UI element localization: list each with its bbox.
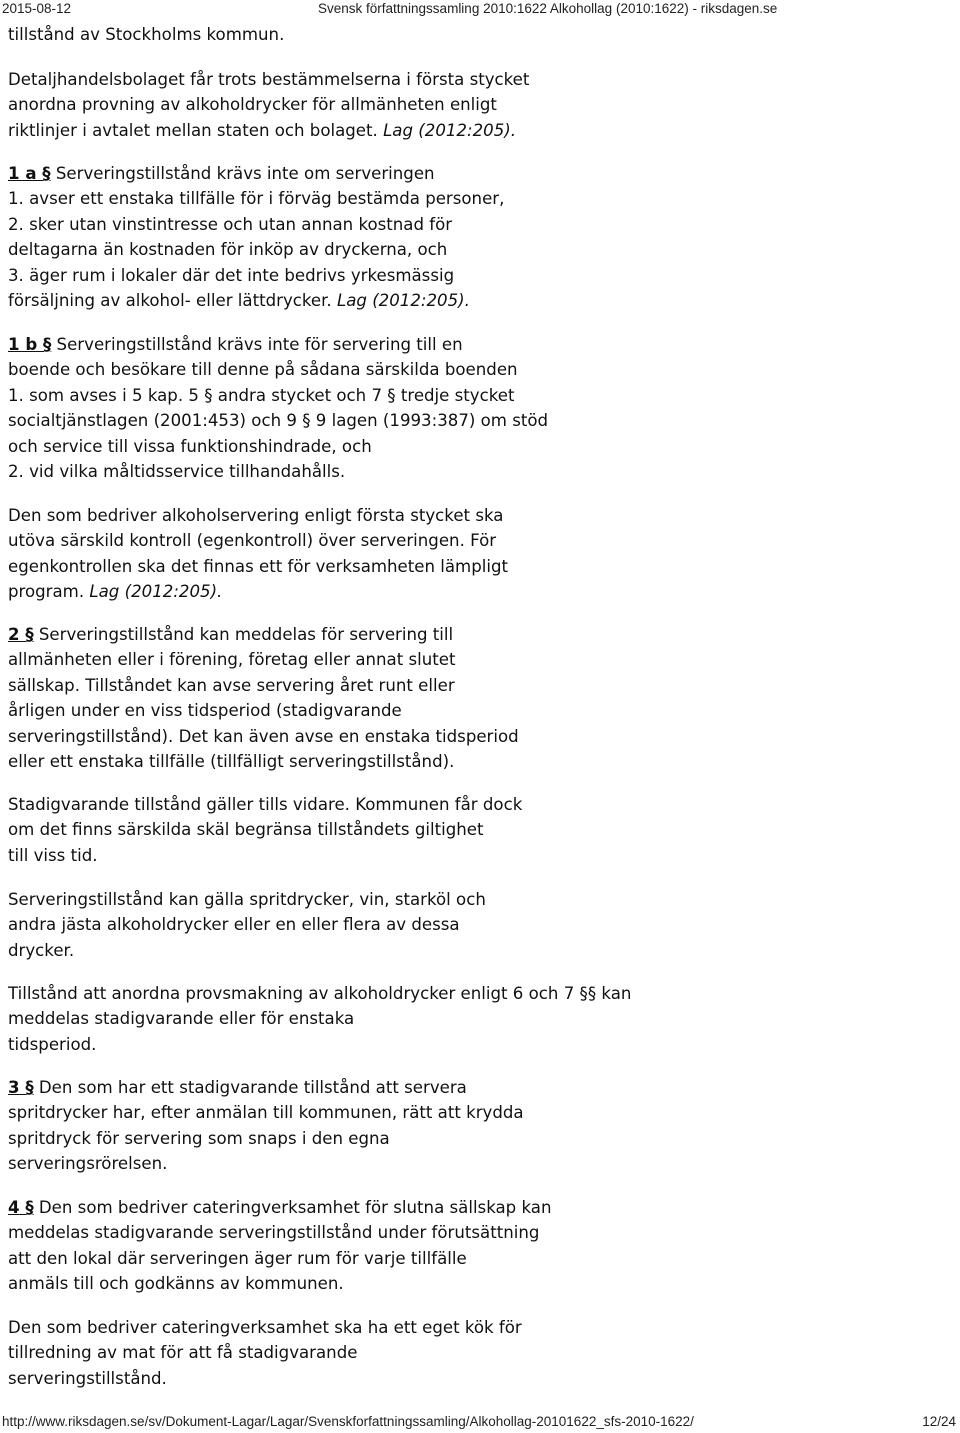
line-text: Den som har ett stadigvarande tillstånd att servera — [33, 1078, 467, 1097]
line-text: Serveringstillstånd kan gälla spritdrycker, vin, starköl och — [8, 890, 486, 909]
line-text: tidsperiod. — [8, 1034, 97, 1054]
line-text: egenkontrollen ska det finnas ett för verksamheten lämpligt — [8, 556, 508, 576]
line-text: 1. som avses i 5 kap. 5 § andra stycket och 7 § tredje stycket — [8, 385, 515, 405]
text-line — [8, 22, 284, 47]
text-line — [8, 1151, 524, 1176]
text-line — [8, 67, 529, 92]
paragraph — [8, 503, 508, 605]
line-text: Den som bedriver cateringverksamhet för slutna sällskap kan — [33, 1198, 552, 1217]
text-line — [8, 408, 548, 433]
text-line — [8, 1246, 552, 1271]
text-line — [8, 212, 504, 237]
text-line — [8, 1340, 522, 1365]
text-line — [8, 724, 519, 749]
amendment-reference: Lag (2012:205). — [89, 582, 223, 602]
text-line — [8, 503, 508, 528]
paragraph — [8, 792, 522, 868]
line-text: om det finns särskilda skäl begränsa tillståndets giltighet — [8, 820, 484, 840]
text-line — [8, 749, 519, 774]
line-text: Serveringstillstånd krävs inte för servering till en — [51, 335, 463, 354]
line-text: Serveringstillstånd kan meddelas för servering till — [33, 625, 454, 644]
text-line — [8, 817, 522, 842]
text-line — [8, 843, 522, 868]
line-text: meddelas stadigvarande serveringstillstånd under förutsättning — [8, 1223, 540, 1243]
text-line — [8, 887, 486, 912]
section-link[interactable]: 1 a § — [8, 164, 51, 183]
line-text: deltagarna än kostnaden för inköp av dryckerna, och — [8, 240, 448, 260]
section-link[interactable]: 3 § — [8, 1078, 34, 1097]
line-text: Stadigvarande tillstånd gäller tills vidare. Kommunen får dock — [8, 795, 523, 814]
text-line — [8, 647, 519, 672]
source-url: http://www.riksdagen.se/sv/Dokument-Lagar/Lagar/Svenskforfattningssamling/Alkohollag-20101622_sfs-2010-1622/ — [2, 1414, 694, 1429]
amendment-reference: Lag (2012:205). — [336, 291, 470, 311]
line-text: Den som bedriver alkoholservering enligt första stycket ska — [8, 506, 504, 525]
text-line — [8, 263, 504, 288]
line-text: att den lokal där serveringen äger rum för varje tillfälle — [8, 1248, 467, 1268]
text-line — [8, 1220, 552, 1245]
text-line — [8, 698, 519, 723]
text-line — [8, 1032, 631, 1057]
text-line — [8, 673, 519, 698]
text-line — [8, 1100, 524, 1125]
text-line — [8, 288, 504, 313]
text-line — [8, 118, 529, 143]
line-text: sällskap. Tillståndet kan avse servering året runt eller — [8, 675, 455, 695]
paragraph — [8, 67, 529, 143]
line-text: Serveringstillstånd krävs inte om serveringen — [50, 164, 435, 183]
line-text: drycker. — [8, 940, 75, 960]
line-text: meddelas stadigvarande eller för enstaka — [8, 1009, 355, 1029]
text-line — [8, 383, 548, 408]
section-link[interactable]: 2 § — [8, 625, 34, 644]
paragraph — [8, 1315, 522, 1391]
line-text: utöva särskild kontroll (egenkontroll) över serveringen. För — [8, 531, 497, 551]
line-text: 1. avser ett enstaka tillfälle för i förväg bestämda personer, — [8, 189, 505, 209]
text-line — [8, 1195, 552, 1220]
text-line — [8, 579, 508, 604]
line-text: boende och besökare till denne på sådana särskilda boenden — [8, 360, 518, 380]
line-text: årligen under en viss tidsperiod (stadigvarande — [8, 701, 402, 721]
text-line — [8, 92, 529, 117]
line-text: anmäls till och godkänns av kommunen. — [8, 1274, 344, 1294]
text-line — [8, 434, 548, 459]
text-line — [8, 528, 508, 553]
line-text: spritdryck för servering som snaps i den egna — [8, 1128, 390, 1148]
law-section — [8, 332, 548, 484]
text-line — [8, 1271, 552, 1296]
line-text: spritdrycker har, efter anmälan till kommunen, rätt att krydda — [8, 1103, 524, 1123]
line-text: 2. sker utan vinstintresse och utan annan kostnad för — [8, 214, 453, 234]
line-text: riktlinjer i avtalet mellan staten och bolaget. — [8, 120, 384, 140]
text-line — [8, 332, 548, 357]
line-text: 3. äger rum i lokaler där det inte bedrivs yrkesmässig — [8, 265, 455, 285]
text-line — [8, 459, 548, 484]
page-footer — [0, 1413, 960, 1431]
line-text: försäljning av alkohol- eller lättdrycker. — [8, 291, 337, 311]
text-line — [8, 1126, 524, 1151]
line-text: Tillstånd att anordna provsmakning av alkoholdrycker enligt 6 och 7 §§ kan — [8, 984, 632, 1003]
document-title: Svensk författningssamling 2010:1622 Alkohollag (2010:1622) - riksdagen.se — [318, 1, 778, 16]
line-text: serveringstillstånd. — [8, 1368, 167, 1388]
text-line — [8, 161, 504, 186]
text-line — [8, 1315, 522, 1340]
paragraph — [8, 981, 631, 1057]
text-line — [8, 554, 508, 579]
line-text: till viss tid. — [8, 845, 98, 865]
line-text: Detaljhandelsbolaget får trots bestämmelserna i första stycket — [8, 70, 530, 89]
line-text: eller ett enstaka tillfälle (tillfälligt serveringstillstånd). — [8, 752, 455, 772]
text-line — [8, 237, 504, 262]
line-text: socialtjänstlagen (2001:453) och 9 § 9 lagen (1993:387) om stöd — [8, 411, 549, 431]
line-text: anordna provning av alkoholdrycker för allmänheten enligt — [8, 95, 497, 115]
line-text: andra jästa alkoholdrycker eller en eller flera av dessa — [8, 915, 460, 935]
law-section — [8, 622, 519, 774]
section-link[interactable]: 1 b § — [8, 335, 52, 354]
text-line — [8, 912, 486, 937]
text-line — [8, 1366, 522, 1391]
paragraph — [8, 22, 284, 47]
print-date: 2015-08-12 — [2, 1, 72, 16]
line-text: serveringsrörelsen. — [8, 1154, 168, 1174]
text-line — [8, 1075, 524, 1100]
section-link[interactable]: 4 § — [8, 1198, 34, 1217]
paragraph — [8, 887, 486, 963]
line-text: 2. vid vilka måltidsservice tillhandahålls. — [8, 462, 346, 482]
text-line — [8, 186, 504, 211]
line-text: tillstånd av Stockholms kommun. — [8, 25, 285, 44]
line-text: Den som bedriver cateringverksamhet ska ha ett eget kök för — [8, 1318, 522, 1337]
page-number: 12/24 — [922, 1414, 956, 1429]
law-section — [8, 161, 504, 313]
text-line — [8, 1006, 631, 1031]
line-text: program. — [8, 582, 90, 602]
line-text: och service till vissa funktionshindrade, och — [8, 436, 372, 456]
text-line — [8, 981, 631, 1006]
law-section — [8, 1075, 524, 1177]
text-line — [8, 357, 548, 382]
text-line — [8, 938, 486, 963]
law-section — [8, 1195, 552, 1297]
amendment-reference: Lag (2012:205). — [383, 120, 516, 140]
line-text: tillredning av mat för att få stadigvarande — [8, 1343, 358, 1363]
line-text: serveringstillstånd). Det kan även avse en enstaka tidsperiod — [8, 726, 519, 746]
text-line — [8, 792, 522, 817]
text-line — [8, 622, 519, 647]
line-text: allmänheten eller i förening, företag eller annat slutet — [8, 650, 456, 670]
page-header — [0, 0, 960, 18]
